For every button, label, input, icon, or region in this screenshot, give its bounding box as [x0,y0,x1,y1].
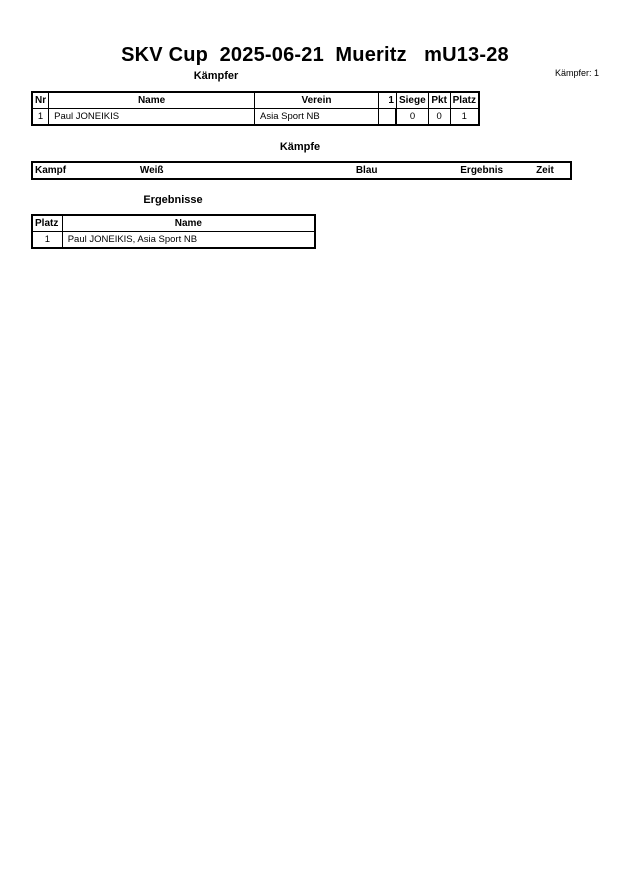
table-row [32,232,315,249]
col-blue: Blau [287,162,446,179]
col-result-name: Name [62,215,315,232]
table-row [32,109,479,126]
fights-header-row [32,162,571,179]
results-heading: Ergebnisse [143,194,203,206]
col-result: Ergebnis [446,162,526,179]
col-white: Weiß [88,162,287,179]
col-time: Zeit [526,162,571,179]
fighter-nr: 1 [32,109,49,126]
col-name: Name [49,92,255,109]
result-place: 1 [32,232,62,249]
fighter-points: 0 [428,109,450,126]
col-wins: Siege [396,92,428,109]
results-header-row [32,215,315,232]
fighter-round-1 [378,109,396,126]
col-round-1: 1 [378,92,396,109]
fights-heading: Kämpfe [279,141,321,153]
col-nr: Nr [32,92,49,109]
fighter-name: Paul JONEIKIS [49,109,255,126]
fights-table [31,161,572,180]
fighter-club: Asia Sport NB [255,109,379,126]
col-fight: Kampf [32,162,88,179]
fighter-place: 1 [450,109,479,126]
fighters-table [31,91,480,126]
result-name: Paul JONEIKIS, Asia Sport NB [62,232,315,249]
fighter-wins: 0 [396,109,428,126]
fighters-header-row [32,92,479,109]
col-points: Pkt [428,92,450,109]
col-place: Platz [450,92,479,109]
fighter-count: Kämpfer: 1 [554,68,599,78]
results-table [31,214,316,249]
col-result-place: Platz [32,215,62,232]
fighters-heading: Kämpfer [193,70,239,82]
col-club: Verein [255,92,379,109]
page-title: SKV Cup 2025-06-21 Mueritz mU13-28 [121,44,509,66]
